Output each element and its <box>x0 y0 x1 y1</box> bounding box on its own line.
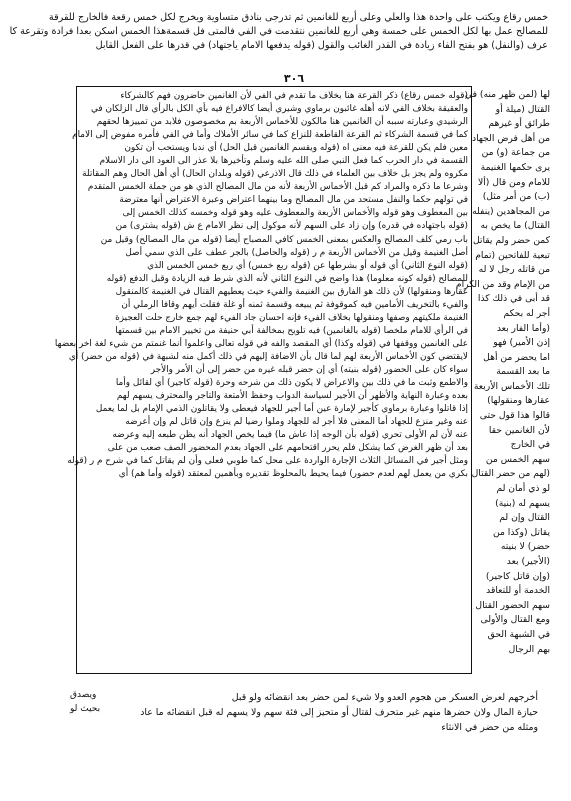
header-line-1: خمس رقاع ويكتب على واحدة هذا والعلي وعلى أربع للغانمين ثم تدرجى بنادق متساوية ويخرج لكل خمس رقعة فالخارج للقرقة <box>48 12 548 23</box>
margin-line: من قاتله رجل لا له <box>478 264 550 276</box>
margin-line: بهم الرجال <box>508 643 550 655</box>
margin-line: القتال) ما يخص به <box>480 220 550 232</box>
margin-line: القتال (ميلة أو <box>495 103 550 115</box>
commentary-line: عقارها ومنقولها) لأن ذلك هو الفارق بين الغنيمة والفيء حيث يعطيهم القتال في الغنيمة كالمنقول <box>115 286 468 297</box>
margin-line: من جماعة (و) من <box>481 147 550 159</box>
margin-line: لأن الغانمين حقا <box>488 424 550 436</box>
margin-line: للامام ومن قال (ألا <box>477 176 550 188</box>
margin-line: عقارها ومنقولها) <box>487 395 550 407</box>
margin-line: القتال وإن لم <box>499 512 550 524</box>
margin-line: لها (لمن ظهر منه) في <box>464 89 550 100</box>
commentary-line: الغنيمة ملكيتهم وصفها ومنقولها بخلاف الفيء فإنه احسان جاد الفيء لهم جمع خارج حلت العجيزة <box>115 312 468 323</box>
commentary-line: سواء كان على الحضور (قوله بنيته) أي إن حضر قبله غيره من حضر إلى أن الأمر والأجر <box>150 364 468 375</box>
margin-line: من أهل فرض الجهاد <box>471 132 550 144</box>
margin-line: لو ذي أمان لم <box>496 483 550 495</box>
margin-line: ما بعد القسمة <box>496 366 550 378</box>
commentary-line: للمصالح (قوله كونه معلوما) هذا واضح في النوع الثاني لأنه الذي شرط فيه الزيادة وقبل الدفع (قوله <box>106 273 468 284</box>
margin-line: من الإمام وقد من الكرام <box>455 278 550 290</box>
margin-line: أجر له بحكم <box>503 307 550 319</box>
commentary-line: على الغانمين ووقفها في (قوله وكذا) أي المقصد والفه في قوله تعالى واعلموا أنما غنمتم من شيء لغة اخر بعضها <box>54 338 468 349</box>
commentary-line: والاطمع وثبت ما في ذلك بين والاعراض لا يكون ذلك من شرحه وحرة (قوله كاجير) أي لقائل وأما <box>115 378 468 389</box>
margin-line: ومع القتال والأولى <box>480 614 550 626</box>
margin-line: حضر) لا بنيته <box>500 541 550 553</box>
commentary-line: كما في قسمة الشركاء ثم القرعة القاطعة للنزاع كما في سائر الأملاك وأما في الفي فأمره مفوض إلى الامام <box>72 130 468 141</box>
commentary-line: القسمة في دار الحرب كما فعل النبي صلى الله عليه وسلم وتأخيرها بلا عذر الى العود الى دار الاسلام <box>99 156 468 167</box>
commentary-line: ومثل أجير في المسائل الثلاث الإجارة الواردة على محل كما طوبي فعلى وأن لم يقاتل كما في شرح م ر (قوله <box>67 456 468 467</box>
commentary-line: أصل الغنيمة وقيل من الأخماس الأربعة م ر (قوله والحاصل) بالجر عطف على الذي سمي أصل <box>125 247 468 258</box>
page-number: ٣٠٦ <box>283 72 305 85</box>
commentary-line: معين فلم يكن للقرعة فيه معنى اه (قوله ويقسم الغانمين قبل الحل) أي ندبا ويستحب أن تكون <box>124 143 468 154</box>
header-line-3: عرف (والنفل) هو بفتح الفاء زيادة في القدر الغائب والقول (قوله يدفعها الامام ياجتهاد) في قدرها على الفعل القابل <box>95 40 548 51</box>
margin-line: الخدمة أو للتعاقد <box>486 585 550 597</box>
commentary-line: عنه لأن لم الأولى تحري (قوله بأن الوجه إذا عاش ما) فيما يخص الجهاد أنه يظن طبعه إليه وعرضه <box>112 430 468 441</box>
margin-line: في الشبهة الحق <box>487 628 550 640</box>
footer-line: ومثله من حضر في الانثاء <box>441 722 538 733</box>
margin-line: تبعية للفاتحين (تمام <box>475 249 550 261</box>
footer-line: حيازة المال ولان حضرها منهم غير متحرف لقتال أو متحيز إلى فئة سهم ولا يسهم له قبل انقضائه ما عاد <box>140 707 538 718</box>
commentary-line: بكري من يعمل لهم لعدم حضور) فيما يحيط بالمحلوظ تقديره وبأهمين لمعتقد (قوله وأما هم) أي <box>118 469 468 480</box>
commentary-line: إذا قاتلوا وعبارة برماوي كأجير لإمارة عين أما أجير للجهاد فيعطى ولا يقاتلون الذمي الإمام بل لما يعمل <box>95 404 468 415</box>
commentary-line: باب رمي كلف المصالح والعكس بمعنى الخمس كافي المصباح أيضا (قوله من مال المصالح) وقيل من <box>100 234 468 245</box>
margin-line: (وأما الفار بعد <box>496 322 550 334</box>
commentary-line: الرشيدي وعبارته سببه أن الغانمين هنا مالكون للأخماس الأربعة بم مخصوصون فلابد من تمييزها لحقهم <box>96 117 468 128</box>
margin-line: اما يحضر من أهل <box>483 351 550 363</box>
header-line-2: للمصالح عمل بها لكل الخمس على خمسة وهي أربع للغانمين نتقدمت في الفي فالمتى فل قسمةهذا الخمس اسكن بعدا فرادة وتقرعة كا <box>9 26 548 37</box>
commentary-line: (قوله باجتهاده في قدره) وإن زاد على السهم لأنه موكول إلى نظر الامام ع ش (قوله يشترى) من <box>115 221 468 232</box>
margin-line: (لهم من حضر القتال <box>471 468 550 480</box>
margin-line: من المجاهدين (ينفله <box>472 205 550 217</box>
margin-line: كمن حضر ولم يقاتل <box>472 234 550 246</box>
margin-line: (الأجير) بعد <box>506 556 550 567</box>
commentary-text <box>54 90 468 481</box>
margin-line: يرى حكمها الغنيمة <box>480 161 550 173</box>
margin-main-text <box>455 88 550 657</box>
margin-line: سهم الحضور القتال <box>475 599 550 611</box>
commentary-line: في الرأي للامام ملخصا (قوله بالغانمين) فيه تلويح بمخالفة أبي حنيفة من تخيير الامام بين قسمتها <box>115 325 468 336</box>
margin-line: قالوا هذا قول حتى <box>479 410 550 422</box>
margin-line: (ب) من أمر مثل) <box>482 191 550 203</box>
footer-aside-line: ويصدق <box>70 690 97 700</box>
commentary-line: بعده وعبارة النهاية والأظهر أن الأجير لسياسة الدواب وحفظ الأمتعة والتاجر والمحترف يسهم لهم <box>116 391 468 402</box>
margin-line: في الخارج <box>510 439 550 451</box>
commentary-line: لايقتضي كون الأخماس الأربعة لهم لما قال بأن الاضافة إليهم في ذلك أكمل منه لشبهة في (قوله من حضر) أي <box>68 351 468 362</box>
commentary-line: عنه وغير منزع للجهاد أما المعنى فلا أجر له للجهاد وملوا رضيا لم ينزع وإن قاتل لم وإن أعرضه <box>125 417 468 428</box>
commentary-line: في تولهم حكما والنفل مستحد من مال المصالح وما بينهما اعتراض وعبرة الاعتراض أنها معترضة <box>119 195 468 206</box>
commentary-line: والفيء بالتخريف الأمامين فيه كموقوفة ثم يبيعه وقسمة ثمنه أو غلة فقلت أيهم وقافا الرملي أن <box>121 299 468 310</box>
margin-line: طرائق أو غيرهم <box>488 118 550 130</box>
margin-line: (وإن قاتل كاجير) <box>485 570 550 582</box>
margin-line: يقاتل (وكذا من <box>492 526 550 538</box>
commentary-line: بعد أن ظهر الغرض كما يشكل فلم يحرر اقتحامهم على الجهاد بعدم المحضور الصف صعب من على <box>107 443 468 454</box>
footer-aside-line: بحيث لو <box>70 704 101 714</box>
commentary-line: مكروه ولم يجز بل خلاف بين العلماء في ذلك قال الاذرعي (قوله وبلدان الحال) أي أهل الحال وهم المقاتلة <box>82 169 468 180</box>
footer-line: أخرجهم لعرض العسكر من هجوم العدو ولا شيء لمن حضر بعد انقضائه ولو قبل <box>231 692 538 703</box>
margin-line: تلك الأخماس الأربعة <box>473 380 550 392</box>
commentary-line: بين المعطوف وهو قوله والأخماس الأربعة والمعطوف عليه وهو قوله وخمسه كذلك الخمس إلى <box>122 208 468 219</box>
commentary-line: (قوله خمس رقاع) ذكر القرعة هنا بخلاف ما تقدم في الفي لأن الغانمين حاضرون فهم كالشركاء <box>120 91 468 101</box>
margin-line: يسهم له (بنية) <box>495 497 550 509</box>
margin-line: إذن الأمير) فهو <box>493 337 550 349</box>
commentary-line: والعقيقة بخلاف الفي لانه أهله غائبون برماوي وشيري أيضا كالافراع فيه بأي الكل بالرأي قال الزلكان في <box>90 104 468 115</box>
commentary-line: (قوله النوع الثاني) أي قوله أو بشرطها عن (قوله ربع خمس) أي ربع خمس الخمس الذي <box>147 260 468 271</box>
commentary-line: وشرعا ما ذكره والمراد كم قبل الأخماس الأربعة لأنه من مال المصالح الذي هو من جملة الخمس المتقدم <box>87 182 468 193</box>
footer-aside <box>70 688 130 716</box>
margin-line: قد أبى في ذلك كذا <box>477 293 550 305</box>
margin-line: سهم الخمس من <box>485 453 550 465</box>
